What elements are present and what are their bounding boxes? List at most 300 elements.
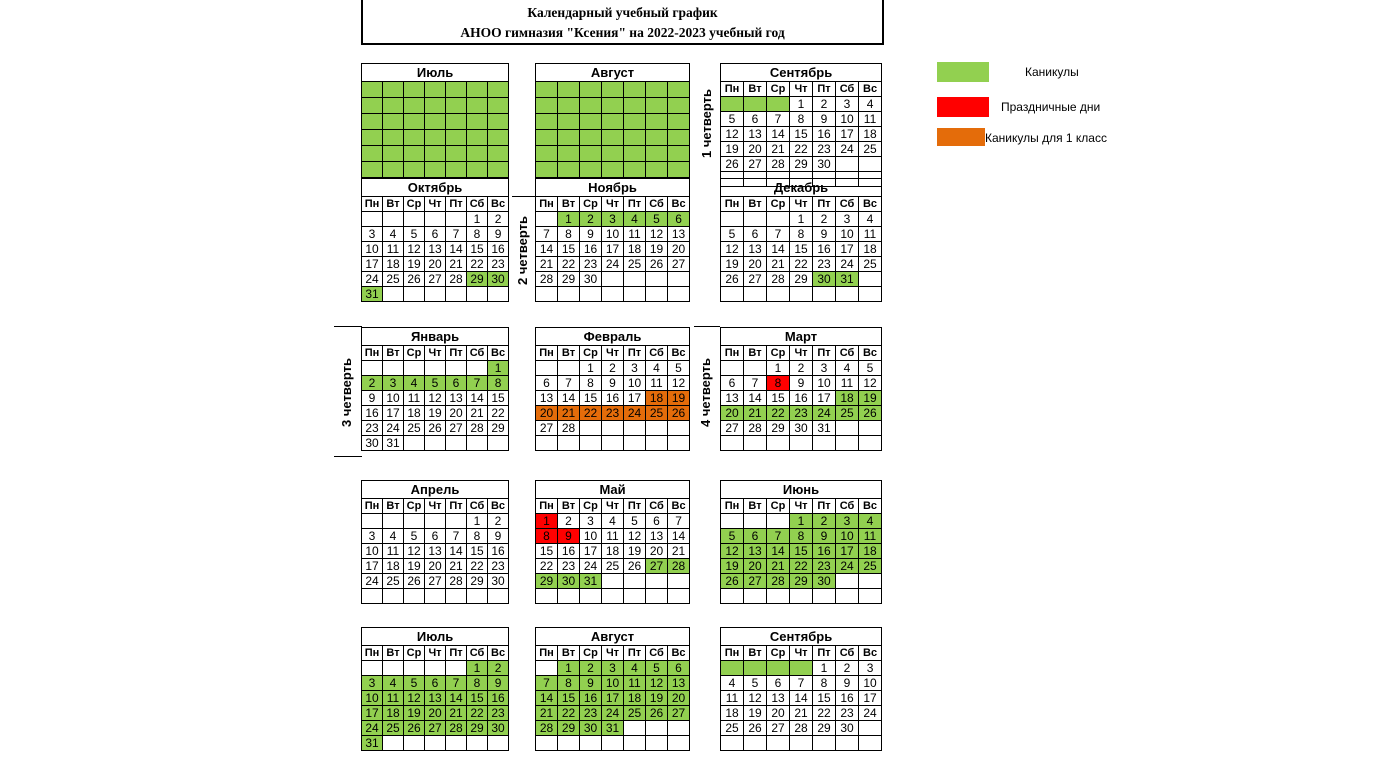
empty-cell — [767, 661, 790, 676]
day-cell: 21 — [790, 706, 813, 721]
empty-cell — [624, 574, 646, 589]
day-cell: 28 — [446, 574, 467, 589]
weekday-header: Пн — [536, 499, 558, 514]
day-cell: 25 — [721, 721, 744, 736]
weekday-header: Пт — [813, 646, 836, 661]
vacation-cell — [668, 162, 690, 178]
day-cell: 9 — [813, 529, 836, 544]
empty-cell — [790, 287, 813, 302]
day-cell: 19 — [646, 691, 668, 706]
day-cell: 18 — [404, 406, 425, 421]
day-cell: 23 — [488, 559, 509, 574]
day-cell: 9 — [558, 529, 580, 544]
vacation-cell — [558, 114, 580, 130]
day-cell: 25 — [383, 721, 404, 736]
weekday-header: Чт — [790, 646, 813, 661]
schedule-title — [361, 0, 884, 45]
month-mar23 — [720, 327, 882, 451]
day-cell: 21 — [467, 406, 488, 421]
month-name: Февраль — [536, 328, 690, 346]
day-cell: 23 — [813, 257, 836, 272]
day-cell: 8 — [813, 676, 836, 691]
vacation-cell — [558, 98, 580, 114]
empty-cell — [425, 212, 446, 227]
empty-cell — [859, 287, 882, 302]
weekday-header: Пн — [362, 197, 383, 212]
weekday-header: Пн — [362, 646, 383, 661]
empty-cell — [624, 721, 646, 736]
day-cell: 13 — [668, 676, 690, 691]
day-cell: 22 — [580, 406, 602, 421]
empty-cell — [404, 436, 425, 451]
empty-cell — [425, 361, 446, 376]
day-cell: 3 — [362, 227, 383, 242]
day-cell: 24 — [362, 721, 383, 736]
weekday-header: Вт — [558, 646, 580, 661]
day-cell: 9 — [836, 676, 859, 691]
day-cell: 27 — [536, 421, 558, 436]
month-feb23 — [535, 327, 690, 451]
empty-cell — [668, 721, 690, 736]
vacation-cell — [467, 98, 488, 114]
day-cell: 14 — [446, 691, 467, 706]
weekday-header: Вт — [744, 646, 767, 661]
vacation-cell — [624, 98, 646, 114]
day-cell: 12 — [404, 242, 425, 257]
weekday-header: Пн — [536, 646, 558, 661]
vacation-cell — [362, 114, 383, 130]
day-cell: 14 — [744, 391, 767, 406]
day-cell: 5 — [404, 676, 425, 691]
day-cell: 31 — [362, 736, 383, 751]
month-name: Июнь — [721, 481, 882, 499]
month-name: Май — [536, 481, 690, 499]
empty-cell — [488, 436, 509, 451]
day-cell: 31 — [580, 574, 602, 589]
day-cell: 13 — [536, 391, 558, 406]
month-table — [535, 327, 690, 451]
day-cell: 5 — [646, 661, 668, 676]
weekday-header: Сб — [836, 346, 859, 361]
vacation-cell — [383, 114, 404, 130]
day-cell: 7 — [668, 514, 690, 529]
day-cell: 25 — [859, 257, 882, 272]
weekday-header: Ср — [404, 646, 425, 661]
day-cell: 12 — [646, 676, 668, 691]
day-cell: 21 — [446, 257, 467, 272]
day-cell: 12 — [624, 529, 646, 544]
day-cell: 18 — [602, 544, 624, 559]
empty-cell — [624, 287, 646, 302]
weekday-header: Вс — [668, 346, 690, 361]
vacation-cell — [467, 114, 488, 130]
weekday-header: Ср — [580, 499, 602, 514]
empty-cell — [859, 589, 882, 604]
day-cell: 27 — [425, 272, 446, 287]
day-cell: 16 — [813, 242, 836, 257]
day-cell: 12 — [425, 391, 446, 406]
month-table — [535, 480, 690, 604]
day-cell: 17 — [859, 691, 882, 706]
day-cell: 14 — [536, 242, 558, 257]
weekday-header: Вс — [859, 82, 882, 97]
day-cell: 15 — [790, 127, 813, 142]
day-cell: 30 — [790, 421, 813, 436]
vacation-cell — [446, 146, 467, 162]
day-cell: 7 — [536, 227, 558, 242]
vacation-cell — [558, 162, 580, 178]
empty-cell — [362, 361, 383, 376]
day-cell: 4 — [383, 676, 404, 691]
weekday-header: Пт — [624, 499, 646, 514]
day-cell: 29 — [790, 574, 813, 589]
empty-cell — [558, 736, 580, 751]
day-cell: 10 — [836, 112, 859, 127]
empty-cell — [859, 436, 882, 451]
vacation-cell — [383, 146, 404, 162]
empty-cell — [721, 661, 744, 676]
month-name: Сентябрь — [721, 64, 882, 82]
weekday-header: Вт — [383, 197, 404, 212]
day-cell: 24 — [362, 574, 383, 589]
day-cell: 26 — [721, 157, 744, 172]
day-cell: 28 — [536, 272, 558, 287]
empty-cell — [721, 436, 744, 451]
weekday-header: Пт — [446, 646, 467, 661]
empty-cell — [536, 212, 558, 227]
empty-cell — [836, 287, 859, 302]
weekday-header: Пт — [446, 346, 467, 361]
vacation-cell — [446, 82, 467, 98]
day-cell: 25 — [859, 559, 882, 574]
empty-cell — [744, 212, 767, 227]
day-cell: 10 — [580, 529, 602, 544]
empty-cell — [859, 721, 882, 736]
day-cell: 25 — [602, 559, 624, 574]
day-cell: 30 — [558, 574, 580, 589]
empty-cell — [446, 436, 467, 451]
day-cell: 16 — [488, 691, 509, 706]
day-cell: 27 — [446, 421, 467, 436]
day-cell: 20 — [446, 406, 467, 421]
day-cell: 3 — [362, 529, 383, 544]
vacation-cell — [536, 162, 558, 178]
empty-cell — [744, 661, 767, 676]
day-cell: 1 — [813, 661, 836, 676]
day-cell: 19 — [721, 257, 744, 272]
day-cell: 26 — [668, 406, 690, 421]
day-cell: 8 — [467, 529, 488, 544]
day-cell: 30 — [580, 721, 602, 736]
empty-cell — [744, 736, 767, 751]
day-cell: 19 — [646, 242, 668, 257]
day-cell: 27 — [425, 721, 446, 736]
day-cell: 11 — [859, 529, 882, 544]
day-cell: 15 — [558, 691, 580, 706]
day-cell: 1 — [767, 361, 790, 376]
day-cell: 26 — [404, 721, 425, 736]
day-cell: 15 — [558, 242, 580, 257]
day-cell: 3 — [624, 361, 646, 376]
day-cell: 24 — [836, 257, 859, 272]
day-cell: 11 — [624, 227, 646, 242]
empty-cell — [744, 97, 767, 112]
day-cell: 5 — [859, 361, 882, 376]
day-cell: 10 — [813, 376, 836, 391]
empty-cell — [558, 361, 580, 376]
vacation-cell — [646, 114, 668, 130]
day-cell: 6 — [536, 376, 558, 391]
day-cell: 10 — [362, 544, 383, 559]
weekday-header: Сб — [836, 646, 859, 661]
vacation-cell — [362, 162, 383, 178]
month-name: Сентябрь — [721, 628, 882, 646]
empty-cell — [859, 272, 882, 287]
empty-cell — [536, 589, 558, 604]
vacation-cell — [624, 146, 646, 162]
day-cell: 22 — [790, 142, 813, 157]
day-cell: 25 — [404, 421, 425, 436]
day-cell: 4 — [602, 514, 624, 529]
day-cell: 20 — [721, 406, 744, 421]
day-cell: 26 — [721, 574, 744, 589]
quarter-4-label: 4 четверть — [698, 358, 713, 428]
day-cell: 4 — [836, 361, 859, 376]
empty-cell — [646, 272, 668, 287]
month-jul22 — [361, 63, 509, 178]
empty-cell — [383, 589, 404, 604]
day-cell: 22 — [558, 257, 580, 272]
day-cell: 8 — [536, 529, 558, 544]
day-cell: 16 — [790, 391, 813, 406]
day-cell: 17 — [836, 127, 859, 142]
day-cell: 1 — [790, 97, 813, 112]
day-cell: 26 — [624, 559, 646, 574]
weekday-header: Пт — [624, 197, 646, 212]
vacation-cell — [362, 98, 383, 114]
day-cell: 28 — [467, 421, 488, 436]
day-cell: 21 — [446, 559, 467, 574]
day-cell: 9 — [790, 376, 813, 391]
day-cell: 26 — [646, 706, 668, 721]
month-table — [361, 627, 509, 751]
vacation-cell — [668, 98, 690, 114]
day-cell: 2 — [580, 212, 602, 227]
empty-cell — [404, 589, 425, 604]
empty-cell — [767, 287, 790, 302]
day-cell: 20 — [744, 257, 767, 272]
day-cell: 10 — [859, 676, 882, 691]
day-cell: 5 — [404, 529, 425, 544]
day-cell: 28 — [790, 721, 813, 736]
empty-cell — [721, 736, 744, 751]
empty-cell — [859, 574, 882, 589]
empty-cell — [425, 736, 446, 751]
empty-cell — [488, 589, 509, 604]
day-cell: 23 — [488, 257, 509, 272]
empty-cell — [383, 736, 404, 751]
day-cell: 15 — [488, 391, 509, 406]
day-cell: 31 — [362, 287, 383, 302]
empty-cell — [425, 661, 446, 676]
vacation-cell — [536, 146, 558, 162]
day-cell: 27 — [668, 706, 690, 721]
day-cell: 4 — [624, 661, 646, 676]
day-cell: 17 — [383, 406, 404, 421]
legend-holiday-swatch — [937, 97, 989, 117]
day-cell: 4 — [624, 212, 646, 227]
day-cell: 11 — [859, 112, 882, 127]
day-cell: 22 — [467, 257, 488, 272]
day-cell: 13 — [668, 227, 690, 242]
day-cell: 29 — [790, 272, 813, 287]
weekday-header: Вт — [744, 197, 767, 212]
day-cell: 29 — [467, 272, 488, 287]
day-cell: 21 — [668, 544, 690, 559]
day-cell: 12 — [404, 691, 425, 706]
weekday-header: Чт — [790, 82, 813, 97]
day-cell: 5 — [646, 212, 668, 227]
empty-cell — [767, 212, 790, 227]
day-cell: 14 — [536, 691, 558, 706]
empty-cell — [668, 436, 690, 451]
legend-first-grade-label: Каникулы для 1 класс — [985, 131, 1107, 145]
day-cell: 18 — [859, 544, 882, 559]
weekday-header: Пт — [813, 346, 836, 361]
day-cell: 30 — [488, 272, 509, 287]
weekday-header: Чт — [425, 197, 446, 212]
weekday-header: Вт — [558, 346, 580, 361]
day-cell: 2 — [558, 514, 580, 529]
day-cell: 27 — [744, 574, 767, 589]
day-cell: 8 — [467, 676, 488, 691]
day-cell: 4 — [721, 676, 744, 691]
empty-cell — [767, 97, 790, 112]
day-cell: 27 — [767, 721, 790, 736]
day-cell: 29 — [467, 574, 488, 589]
weekday-header: Ср — [580, 646, 602, 661]
weekday-header: Ср — [767, 82, 790, 97]
day-cell: 19 — [404, 559, 425, 574]
day-cell: 8 — [580, 376, 602, 391]
month-name: Август — [536, 628, 690, 646]
day-cell: 30 — [813, 574, 836, 589]
empty-cell — [836, 574, 859, 589]
day-cell: 24 — [602, 706, 624, 721]
day-cell: 14 — [558, 391, 580, 406]
month-sep22 — [720, 63, 882, 187]
day-cell: 4 — [859, 514, 882, 529]
day-cell: 20 — [425, 559, 446, 574]
vacation-cell — [467, 162, 488, 178]
month-table — [720, 480, 882, 604]
empty-cell — [767, 436, 790, 451]
vacation-cell — [488, 98, 509, 114]
weekday-header: Вс — [859, 499, 882, 514]
empty-cell — [624, 736, 646, 751]
day-cell: 31 — [602, 721, 624, 736]
weekday-header: Пт — [624, 646, 646, 661]
empty-cell — [624, 421, 646, 436]
empty-cell — [580, 736, 602, 751]
empty-cell — [646, 736, 668, 751]
vacation-cell — [602, 98, 624, 114]
empty-cell — [836, 736, 859, 751]
empty-cell — [646, 589, 668, 604]
day-cell: 22 — [558, 706, 580, 721]
vacation-cell — [425, 82, 446, 98]
weekday-header: Чт — [790, 499, 813, 514]
day-cell: 30 — [362, 436, 383, 451]
day-cell: 22 — [467, 706, 488, 721]
day-cell: 15 — [580, 391, 602, 406]
day-cell: 30 — [836, 721, 859, 736]
vacation-cell — [488, 114, 509, 130]
vacation-cell — [668, 114, 690, 130]
empty-cell — [383, 287, 404, 302]
empty-cell — [602, 272, 624, 287]
day-cell: 11 — [404, 391, 425, 406]
day-cell: 11 — [383, 544, 404, 559]
weekday-header: Чт — [790, 346, 813, 361]
empty-cell — [624, 436, 646, 451]
month-name: Декабрь — [721, 179, 882, 197]
weekday-header: Ср — [580, 346, 602, 361]
day-cell: 23 — [488, 706, 509, 721]
empty-cell — [383, 361, 404, 376]
day-cell: 8 — [558, 676, 580, 691]
empty-cell — [744, 287, 767, 302]
day-cell: 27 — [744, 157, 767, 172]
month-table — [535, 627, 690, 751]
empty-cell — [404, 212, 425, 227]
day-cell: 21 — [536, 706, 558, 721]
vacation-cell — [467, 130, 488, 146]
day-cell: 28 — [767, 157, 790, 172]
vacation-cell — [404, 114, 425, 130]
empty-cell — [646, 436, 668, 451]
empty-cell — [721, 97, 744, 112]
weekday-header: Чт — [425, 499, 446, 514]
day-cell: 9 — [602, 376, 624, 391]
empty-cell — [721, 589, 744, 604]
vacation-cell — [602, 82, 624, 98]
vacation-cell — [425, 146, 446, 162]
day-cell: 17 — [580, 544, 602, 559]
vacation-cell — [536, 98, 558, 114]
weekday-header: Пн — [721, 82, 744, 97]
day-cell: 17 — [602, 691, 624, 706]
quarter-2-top-line — [512, 196, 535, 197]
day-cell: 11 — [602, 529, 624, 544]
day-cell: 17 — [813, 391, 836, 406]
day-cell: 6 — [446, 376, 467, 391]
day-cell: 31 — [383, 436, 404, 451]
vacation-cell — [404, 146, 425, 162]
vacation-cell — [602, 162, 624, 178]
vacation-cell — [446, 130, 467, 146]
day-cell: 19 — [859, 391, 882, 406]
day-cell: 27 — [646, 559, 668, 574]
month-nov22 — [535, 178, 690, 302]
empty-cell — [668, 287, 690, 302]
day-cell: 28 — [767, 574, 790, 589]
day-cell: 10 — [836, 227, 859, 242]
weekday-header: Вт — [744, 82, 767, 97]
day-cell: 16 — [813, 127, 836, 142]
empty-cell — [813, 589, 836, 604]
day-cell: 26 — [404, 574, 425, 589]
